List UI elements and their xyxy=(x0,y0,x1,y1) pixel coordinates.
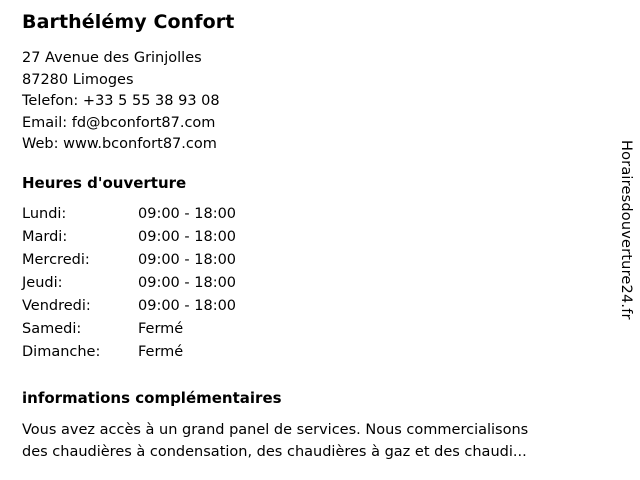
address-street: 27 Avenue des Grinjolles xyxy=(22,50,202,66)
day-label: Mercredi: xyxy=(22,251,90,268)
additional-info-line-2: des chaudières à condensation, des chaudières à gaz et des chaudi... xyxy=(22,443,527,460)
day-hours: 09:00 - 18:00 xyxy=(138,205,237,222)
table-row xyxy=(22,275,298,298)
table-row xyxy=(22,344,298,367)
content-column xyxy=(22,10,602,463)
additional-info-title: informations complémentaires xyxy=(22,388,282,407)
table-row xyxy=(22,321,298,344)
day-hours: 09:00 - 18:00 xyxy=(138,297,237,314)
watermark-label: Horairesdouverture24.fr xyxy=(618,140,634,320)
email-line: Email: fd@bconfort87.com xyxy=(22,114,216,131)
day-label: Jeudi: xyxy=(22,274,63,291)
table-row xyxy=(22,252,298,275)
additional-info-line-1: Vous avez accès à un grand panel de services. Nous commercialisons xyxy=(22,421,529,438)
additional-info-text xyxy=(22,419,614,463)
day-label: Mardi: xyxy=(22,228,68,245)
contact-block xyxy=(22,48,602,156)
web-line: Web: www.bconfort87.com xyxy=(22,136,217,152)
day-hours: 09:00 - 18:00 xyxy=(138,228,237,245)
day-hours: Fermé xyxy=(138,320,184,337)
opening-hours-table xyxy=(22,206,298,367)
page-title: Barthélémy Confort xyxy=(22,11,235,33)
day-label: Lundi: xyxy=(22,205,67,222)
phone-line: Telefon: +33 5 55 38 93 08 xyxy=(22,93,220,109)
day-label: Samedi: xyxy=(22,320,82,337)
opening-hours-title: Heures d'ouverture xyxy=(22,173,187,192)
day-hours: Fermé xyxy=(138,343,184,360)
table-row xyxy=(22,298,298,321)
day-hours: 09:00 - 18:00 xyxy=(138,274,237,291)
table-row xyxy=(22,229,298,252)
address-city: 87280 Limoges xyxy=(22,71,134,88)
day-label: Dimanche: xyxy=(22,343,101,360)
day-hours: 09:00 - 18:00 xyxy=(138,251,237,268)
table-row xyxy=(22,206,298,229)
day-label: Vendredi: xyxy=(22,297,91,314)
